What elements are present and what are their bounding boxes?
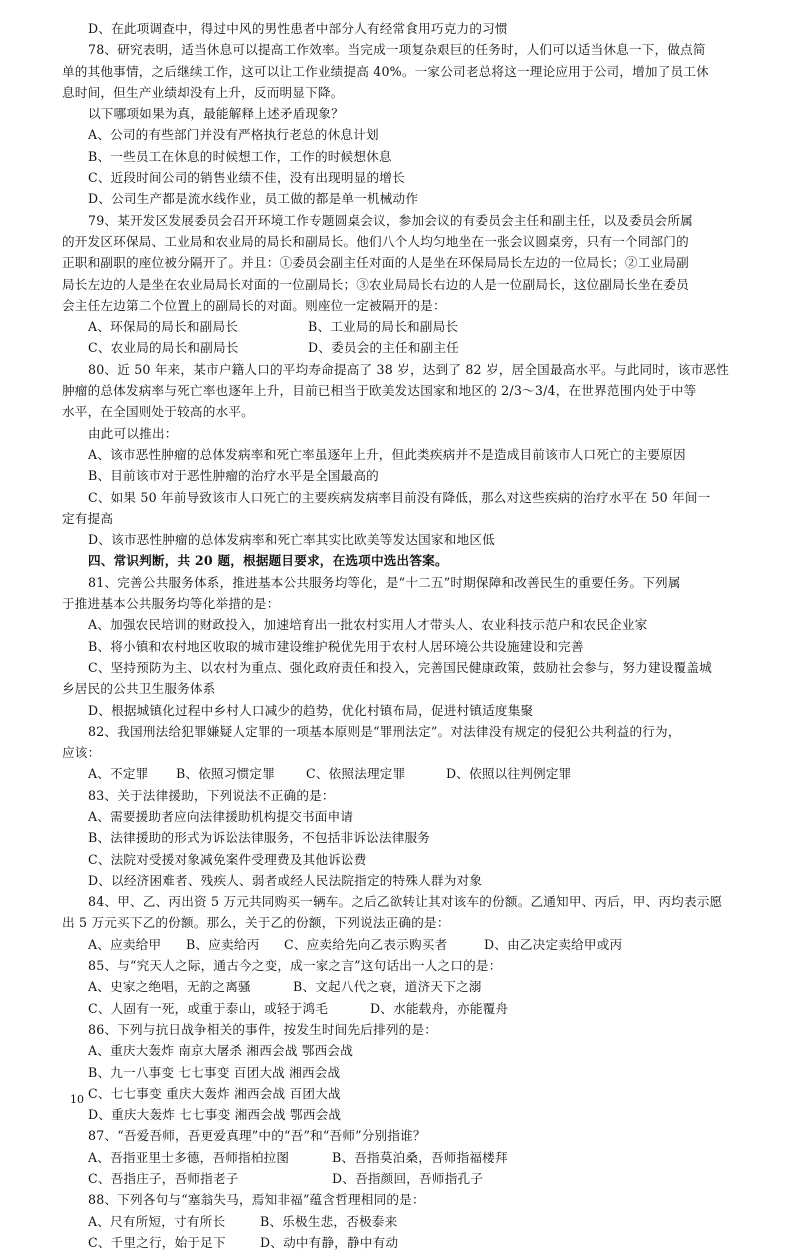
option-text: A、加强农民培训的财政投入，加速培育出一批农村实用人才带头人、农业科技示范户和农民企业家 [88, 617, 648, 633]
option-b: B、依照习惯定罪 [176, 766, 276, 782]
question-text: 局长左边的人是坐在农业局局长对面的一位副局长；③农业局局长右边的人是一位副局长，这位副局长坐在委员 [62, 276, 689, 292]
option-d: D、依照以往判例定罪 [446, 766, 572, 782]
option-text: B、法律援助的形式为诉讼法律服务，不包括非诉讼法律服务 [88, 830, 431, 846]
section-heading: 四、常识判断，共 20 题，根据题目要求，在选项中选出答案。 [88, 553, 448, 569]
question-82: 82、我国刑法给犯罪嫌疑人定罪的一项基本原则是“罪刑法定”。对法律没有规定的侵犯公共利益的行为， [88, 723, 681, 739]
question-80: 80、近 50 年来，某市户籍人口的平均寿命提高了 38 岁，达到了 82 岁，居全国最高水平。与此同时，该市恶性 [88, 361, 730, 377]
option-row [62, 934, 752, 955]
option-c: C、应卖给先向乙表示购买者 [284, 936, 448, 952]
question-81: 81、完善公共服务体系，推进基本公共服务均等化，是“十二五”时期保障和改善民生的重要任务。下列属 [88, 574, 681, 590]
option-text: C、近段时间公司的销售业绩不佳，没有出现明显的增长 [88, 170, 405, 186]
option-text: B、九一八事变 七七事变 百团大战 湘西会战 [88, 1064, 341, 1080]
option-b: B、应卖给丙 [186, 936, 260, 952]
question-text: 于推进基本公共服务均等化举措的是： [62, 596, 280, 612]
question-text: 肿瘤的总体发病率与死亡率也逐年上升，目前已相当于欧美发达国家和地区的 2/3～3/4，在世界范围内处于中等 [62, 383, 697, 399]
option-d: D、委员会的主任和副主任 [308, 340, 460, 356]
option-text: B、一些员工在休息的时候想工作，工作的时候想休息 [88, 148, 392, 164]
question-prompt: 由此可以推出： [88, 425, 178, 441]
question-86: 86、下列与抗日战争相关的事件，按发生时间先后排列的是： [88, 1021, 438, 1037]
option-text: A、公司的有些部门并没有严格执行老总的休息计划 [88, 127, 379, 143]
question-87: 87、“吾爱吾师，吾更爱真理”中的“吾”和“吾师”分别指谁？ [88, 1128, 426, 1144]
option-row [62, 763, 752, 784]
option-row [62, 1147, 752, 1168]
question-text: 出 5 万元买下乙的份额。那么，关于乙的份额，下列说法正确的是： [62, 915, 450, 931]
option-text: D、在此项调查中，得过中风的男性患者中部分人有经常食用巧克力的习惯 [88, 21, 508, 36]
question-text: 单的其他事情，之后继续工作，这可以让工作业绩提高 40%。一家公司老总将这一理论应用于公司，增加了员工休 [62, 63, 709, 79]
option-text: A、需要援助者应向法律援助机构提交书面申请 [88, 808, 354, 824]
option-row [62, 1211, 752, 1232]
option-c: C、依照法理定罪 [306, 766, 406, 782]
option-text: D、重庆大轰炸 七七事变 湘西会战 鄂西会战 [88, 1107, 342, 1123]
document-page [62, 18, 752, 1253]
question-88: 88、下列各句与“塞翁失马，焉知非福”蕴含哲理相同的是： [88, 1192, 425, 1208]
question-text: 的开发区环保局、工业局和农业局的局长和副局长。他们八个人均匀地坐在一张会议圆桌旁，只有一个同部门的 [62, 233, 689, 249]
question-text: 会主任左边第二个位置上的副局长的对面。则座位一定被隔开的是： [62, 297, 446, 313]
option-a: A、应卖给甲 [88, 936, 162, 952]
option-b: B、吾指莫泊桑，吾师指福楼拜 [332, 1149, 508, 1165]
option-a: A、尺有所短，寸有所长 [88, 1213, 226, 1229]
option-b: B、工业局的局长和副局长 [308, 319, 459, 335]
option-row [62, 316, 752, 337]
question-text: 应该： [62, 745, 101, 761]
option-text: D、该市恶性肿瘤的总体发病率和死亡率其实比欧美等发达国家和地区低 [88, 532, 495, 548]
option-d: D、动中有静，静中有动 [260, 1234, 399, 1250]
question-85: 85、与“究天人之际，通古今之变，成一家之言”这句话出一人之口的是： [88, 958, 502, 974]
option-text: A、重庆大轰炸 南京大屠杀 湘西会战 鄂西会战 [88, 1043, 353, 1059]
question-text: 水平，在全国则处于较高的水平。 [62, 404, 254, 420]
option-row [62, 998, 752, 1019]
option-c: C、吾指庄子，吾师指老子 [88, 1171, 239, 1187]
page-number: 10 [70, 1093, 84, 1106]
option-a: A、史家之绝唱，无韵之离骚 [88, 979, 251, 995]
option-b: B、文起八代之衰，道济天下之溺 [293, 979, 482, 995]
option-text: D、以经济困难者、残疾人、弱者或经人民法院指定的特殊人群为对象 [88, 872, 483, 888]
option-text: C、坚持预防为主、以农村为重点、强化政府责任和投入，完善国民健康政策，鼓励社会参与，努力建设覆盖城 [88, 659, 712, 675]
question-text: 正职和副职的座位被分隔开了。并且：①委员会副主任对面的人是坐在环保局局长左边的一位局长；②工业局副 [62, 255, 689, 271]
option-a: A、吾指亚里士多德，吾师指柏拉图 [88, 1149, 290, 1165]
question-84: 84、甲、乙、丙出资 5 万元共同购买一辆车。之后乙欲转让其对该车的份额。乙通知甲、丙后，甲、丙均表示愿 [88, 894, 723, 910]
option-d: D、水能载舟，亦能覆舟 [370, 1000, 509, 1016]
option-c: C、千里之行，始于足下 [88, 1234, 226, 1250]
question-83: 83、关于法律援助，下列说法不正确的是： [88, 787, 335, 803]
option-a: A、不定罪 [88, 766, 149, 782]
option-text: C、法院对受援对象减免案件受理费及其他诉讼费 [88, 851, 367, 867]
question-prompt: 以下哪项如果为真，最能解释上述矛盾现象？ [88, 106, 344, 122]
option-row [62, 1232, 752, 1253]
option-text: D、根据城镇化过程中乡村人口减少的趋势，优化村镇布局，促进村镇适度集聚 [88, 702, 534, 718]
option-text: B、将小镇和农村地区收取的城市建设维护税优先用于农村人居环境公共设施建设和完善 [88, 638, 584, 654]
option-c: C、人固有一死，或重于泰山，或轻于鸿毛 [88, 1000, 329, 1016]
option-row [62, 337, 752, 358]
option-text: A、该市恶性肿瘤的总体发病率和死亡率虽逐年上升，但此类疾病并不是造成目前该市人口死亡的主要原因 [88, 446, 686, 462]
option-d: D、由乙决定卖给甲或丙 [484, 936, 623, 952]
question-text: 息时间，但生产业绩却没有上升，反而明显下降。 [62, 84, 344, 100]
option-d: D、吾指颜回，吾师指孔子 [332, 1171, 484, 1187]
option-text: B、目前该市对于恶性肿瘤的治疗水平是全国最高的 [88, 468, 379, 484]
question-79: 79、某开发区发展委员会召开环境工作专题圆桌会议，参加会议的有委员会主任和副主任，以及委员会所属 [88, 212, 693, 228]
option-text: C、如果 50 年前导致该市人口死亡的主要疾病发病率目前没有降低，那么对这些疾病的治疗水平在 50 年间一 [88, 489, 711, 505]
option-a: A、环保局的局长和副局长 [88, 319, 239, 335]
option-row [62, 976, 752, 997]
option-c: C、农业局的局长和副局长 [88, 340, 239, 356]
option-text: D、公司生产都是流水线作业，员工做的都是单一机械动作 [88, 191, 419, 207]
option-row [62, 1168, 752, 1189]
option-text: 乡居民的公共卫生服务体系 [62, 681, 216, 697]
option-text: C、七七事变 重庆大轰炸 湘西会战 百团大战 [88, 1085, 341, 1101]
option-b: B、乐极生悲，否极泰来 [260, 1213, 398, 1229]
question-78: 78、研究表明，适当休息可以提高工作效率。当完成一项复杂艰巨的任务时，人们可以适当休息一下，做点简 [88, 42, 706, 58]
option-text: 定有提高 [62, 510, 114, 526]
